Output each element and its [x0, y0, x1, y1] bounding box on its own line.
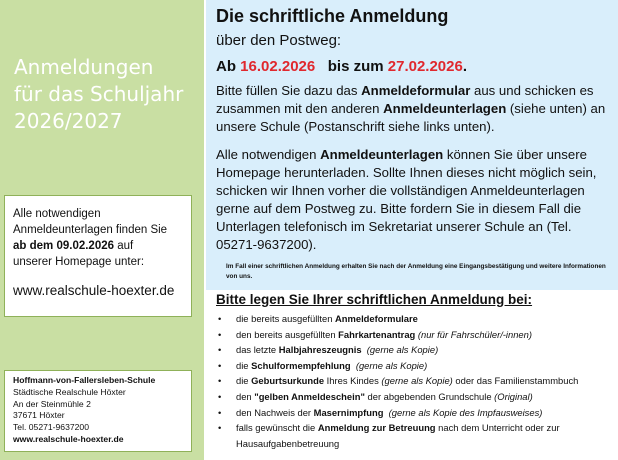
- info-line: Anmeldeunterlagen finden Sie: [13, 224, 168, 236]
- text-run: oder das Familienstammbuch: [452, 375, 579, 387]
- school-name: Hoffmann-von-Fallersleben-Schule: [13, 375, 156, 385]
- text-run-bold: Anmeldeformulare: [335, 313, 418, 324]
- address-street: An der Steinmühle 2: [13, 398, 91, 409]
- text-run: die: [236, 375, 252, 387]
- text-run-bold: "gelben Anmeldeschein": [254, 390, 365, 402]
- list-item: [216, 420, 612, 451]
- text-run: aus und schicken es zusammen mit den anderen: [216, 83, 594, 116]
- list-item: [216, 311, 612, 327]
- date-prefix: Ab: [216, 58, 241, 75]
- title-line: 2026/2027: [14, 109, 123, 133]
- list-item: [216, 327, 612, 343]
- homepage-link[interactable]: www.realschule-hoexter.de: [13, 283, 175, 298]
- text-run: die: [236, 359, 252, 371]
- text-run: die bereits ausgefüllten: [236, 313, 336, 324]
- text-run: können Sie über unsere Homepage herunterladen. Sollte Ihnen dieses nicht möglich sein, schicken wir Ihnen vorher die vollständigen Anmeldeunterlagen gerne auf dem Postweg zu. Bitte fordern Sie in diesem Fall die Unterlagen telefonisch im Sekretariat unserer Schule an (Tel. 05271-9637200).: [216, 147, 597, 252]
- homepage-info-box: [4, 195, 192, 317]
- text-run-bold: Fahrkartenantrag: [338, 328, 416, 340]
- date-to: 27.02.2026: [387, 58, 463, 75]
- text-run-bold: Schulformempfehlung: [251, 359, 351, 371]
- list-item: [216, 342, 612, 358]
- bullet-icon: •: [218, 390, 222, 402]
- text-run: Ihres Kindes: [324, 375, 382, 387]
- text-run-italic: (gerne als Kopie): [355, 359, 428, 371]
- address-city: 37671 Höxter: [13, 410, 65, 421]
- date-middle: bis zum: [315, 58, 388, 75]
- info-line: Alle notwendigen: [13, 208, 101, 220]
- address-box: [4, 370, 192, 452]
- list-item: [216, 373, 612, 389]
- list-item: [216, 358, 612, 374]
- address-phone: Tel. 05271-9637200: [13, 422, 89, 433]
- text-run: Bitte füllen Sie dazu das: [216, 83, 362, 98]
- text-run-bold: Halbjahreszeugnis: [278, 344, 362, 356]
- instruction-paragraph: [216, 82, 612, 136]
- text-run: Alle notwendigen: [216, 147, 321, 162]
- date-suffix: .: [462, 58, 468, 75]
- text-run: (siehe unten) an unsere Schule (Postanschrift siehe links unten).: [216, 101, 606, 134]
- text-run-bold: Anmeldung zur Betreuung: [317, 422, 436, 434]
- text-run-italic: (Original): [494, 390, 533, 402]
- date-range: [216, 58, 467, 75]
- right-panel: [206, 0, 616, 460]
- bullet-icon: •: [218, 359, 222, 371]
- section-subheading: über den Postweg:: [216, 32, 342, 49]
- address-web-link[interactable]: www.realschule-hoexter.de: [13, 433, 124, 444]
- section-heading: Die schriftliche Anmeldung: [216, 6, 449, 26]
- bullet-icon: •: [218, 328, 222, 340]
- bullet-icon: •: [218, 313, 222, 324]
- text-run-italic: (gerne als Kopie): [381, 375, 453, 387]
- text-run: das letzte: [236, 344, 279, 356]
- text-run: den bereits ausgefüllten: [236, 328, 339, 340]
- bullet-icon: •: [218, 422, 222, 434]
- download-paragraph: [216, 146, 612, 254]
- text-run-bold: Anmeldeunterlagen: [320, 147, 444, 162]
- checklist: [216, 311, 612, 451]
- text-run-italic: (nur für Fahrschüler/-innen): [417, 328, 532, 340]
- text-run-italic: (gerne als Kopie): [366, 344, 439, 356]
- title-line: Anmeldungen: [14, 55, 154, 79]
- text-run-italic: (gerne als Kopie des Impfausweises): [388, 406, 543, 418]
- bullet-icon: •: [218, 344, 222, 356]
- text-run-bold: Anmeldeunterlagen: [383, 101, 507, 116]
- homepage-info-text: [13, 206, 191, 270]
- bullet-icon: •: [218, 406, 222, 418]
- list-item: [216, 405, 612, 421]
- text-run: falls gewünscht die: [236, 422, 318, 434]
- checklist-heading: Bitte legen Sie Ihrer schriftlichen Anmeldung bei:: [216, 292, 533, 307]
- info-date: ab dem 09.02.2026: [13, 240, 115, 252]
- text-run-bold: Anmeldeformular: [361, 83, 471, 98]
- page-title: [14, 54, 196, 135]
- bullet-icon: •: [218, 375, 222, 387]
- text-run: nach dem Unterricht oder zur Hausaufgabenbetreuung: [236, 422, 560, 449]
- text-run: den Nachweis der: [236, 406, 314, 418]
- text-run: den: [236, 390, 255, 402]
- info-line: auf: [114, 240, 134, 252]
- text-run: der abgebenden Grundschule: [364, 390, 495, 402]
- info-line: unserer Homepage unter:: [13, 256, 145, 268]
- left-panel: [0, 0, 204, 460]
- text-run-bold: Geburtsurkunde: [251, 375, 325, 387]
- list-item: [216, 389, 612, 405]
- date-from: 16.02.2026: [240, 58, 316, 75]
- confirmation-note: Im Fall einer schriftlichen Anmeldung erhalten Sie nach der Anmeldung eine Eingangsbestätigung und weitere Informationen von uns.: [226, 263, 606, 280]
- title-line: für das Schuljahr: [14, 82, 184, 106]
- text-run-bold: Masernimpfung: [313, 406, 384, 418]
- school-type: Städtische Realschule Höxter: [13, 386, 126, 397]
